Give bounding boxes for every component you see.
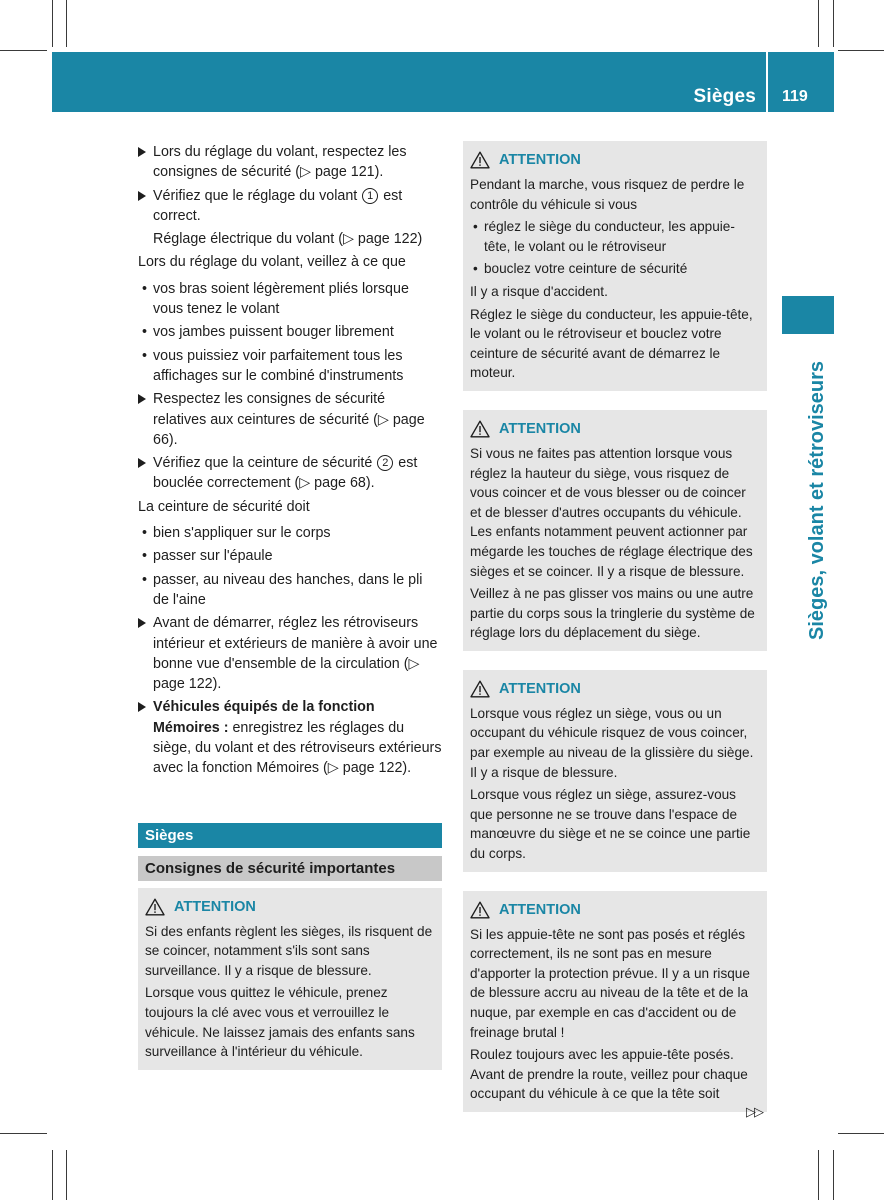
crop-mark [818, 1150, 819, 1200]
bullet-list [138, 279, 442, 386]
header-section-title: Sièges [693, 86, 756, 107]
bullet-text: vous puissiez voir parfaitement tous les affichages sur le combiné d'instruments [153, 347, 404, 384]
step-text: est correct. [153, 187, 403, 224]
warning-text: Si vous ne faites pas attention lorsque vous réglez la hauteur du siège, vous risquez de vous coincer et de vous blesser ou de coincer et de blesser d'autres occupants du véhicule. Les enfants notamment peuvent actionner par mégarde les touches de réglage électrique des sièges et se coincer. Il y a risque de blessure. [470, 445, 753, 579]
warning-header [470, 149, 760, 171]
bullet-dot-icon: • [142, 571, 148, 588]
step-arrow-icon [138, 618, 146, 628]
warning-header [470, 678, 760, 700]
crop-mark [52, 0, 53, 47]
crop-mark [66, 1150, 67, 1200]
bullet-dot-icon: • [473, 219, 478, 235]
callout-number: 2 [377, 455, 393, 471]
subsection-heading: Consignes de sécurité importantes [138, 856, 442, 881]
warning-header [470, 899, 760, 921]
section-heading: Sièges [138, 823, 442, 848]
step-text: Avant de démarrer, réglez les rétroviseurs intérieur et extérieurs de manière à avoir une bonne vue d'ensemble de la circulation (▷ page 122). [153, 615, 438, 693]
warning-box [463, 141, 767, 391]
bullet-dot-icon: • [473, 261, 478, 277]
step-list [138, 142, 442, 249]
header-divider [766, 52, 768, 112]
bullet-text: vos jambes puissent bouger librement [153, 324, 394, 341]
step-arrow-icon [138, 458, 146, 468]
chapter-tab-label: Sièges, volant et rétroviseurs [806, 360, 828, 640]
warning-box [463, 410, 767, 651]
step-item [138, 697, 442, 778]
crop-mark [0, 50, 47, 51]
warning-bullet [470, 259, 760, 279]
intro-text: Lors du réglage du volant, veillez à ce que [138, 254, 406, 271]
warning-title: ATTENTION [174, 898, 256, 915]
chapter-tab [782, 296, 834, 334]
warning-title: ATTENTION [499, 420, 581, 437]
step-text: est bouclée correctement (▷ page 68). [153, 455, 418, 492]
warning-text: Veillez à ne pas glisser vos mains ou une autre partie du corps sous la tringlerie du système de réglage lors du déplacement du siège. [470, 586, 755, 641]
warning-title: ATTENTION [499, 901, 581, 918]
crop-mark [0, 1133, 47, 1134]
crop-mark [838, 50, 884, 51]
warning-triangle-icon [470, 151, 490, 169]
step-item [138, 389, 442, 450]
step-text: Vérifiez que la ceinture de sécurité [153, 455, 377, 472]
bullet-item [138, 346, 442, 387]
warning-text: Pendant la marche, vous risquez de perdre le contrôle du véhicule si vous [470, 177, 745, 212]
warning-text: Lorsque vous réglez un siège, assurez-vous que personne ne se trouve dans l'espace de manœuvre du siège et ne se coince une partie du corps. [470, 787, 751, 862]
warning-title: ATTENTION [499, 680, 581, 697]
warning-box [138, 888, 442, 1070]
step-arrow-icon [138, 147, 146, 157]
bullet-dot-icon: • [142, 324, 148, 341]
step-list [138, 389, 442, 493]
step-arrow-icon [138, 702, 146, 712]
warning-triangle-icon [470, 420, 490, 438]
warning-triangle-icon [145, 898, 165, 916]
step-text: enregistrez les réglages du siège, du volant et des rétroviseurs extérieurs avec la fonction Mémoires (▷ page 122). [153, 719, 442, 777]
bullet-list [138, 523, 442, 610]
warning-box [463, 670, 767, 872]
bullet-text: bouclez votre ceinture de sécurité [484, 261, 688, 277]
step-text: Respectez les consignes de sécurité relatives aux ceintures de sécurité (▷ page 66). [153, 391, 425, 448]
bullet-dot-icon: • [142, 548, 148, 565]
bullet-text: réglez le siège du conducteur, les appuie-tête, le volant ou le rétroviseur [484, 219, 735, 254]
bullet-item [138, 523, 442, 543]
warning-triangle-icon [470, 680, 490, 698]
intro-text: La ceinture de sécurité doit [138, 498, 310, 515]
warning-title: ATTENTION [499, 152, 581, 168]
bullet-dot-icon: • [142, 347, 148, 364]
warning-box [463, 891, 767, 1112]
warning-header [470, 418, 760, 440]
bullet-dot-icon: • [142, 280, 148, 297]
bullet-item [138, 322, 442, 342]
bullet-text: passer, au niveau des hanches, dans le pli de l'aine [153, 571, 423, 608]
callout-number: 1 [362, 188, 378, 204]
page-number: 119 [782, 88, 808, 105]
bullet-text: passer sur l'épaule [153, 548, 273, 565]
bullet-item [138, 279, 442, 320]
step-item [138, 613, 442, 694]
left-column [138, 142, 442, 1070]
step-text: Vérifiez que le réglage du volant [153, 187, 362, 204]
step-item [138, 453, 442, 494]
warning-text: Lorsque vous quittez le véhicule, prenez toujours la clé avec vous et verrouillez le véhicule. Ne laissez jamais des enfants sans surveillance à l'intérieur du véhicule. [145, 985, 415, 1060]
crop-mark [52, 1150, 53, 1200]
warning-text: Il y a risque d'accident. [470, 283, 608, 299]
crop-mark [818, 0, 819, 47]
step-item [138, 186, 442, 250]
right-column [463, 141, 767, 1112]
bullet-item [138, 546, 442, 566]
bullet-text: vos bras soient légèrement pliés lorsque vous tenez le volant [153, 280, 409, 318]
step-arrow-icon [138, 394, 146, 404]
warning-bullet [470, 217, 760, 256]
step-list [138, 613, 442, 778]
warning-text: Si des enfants règlent les sièges, ils risquent de se coincer, notamment s'ils sont sans surveillance. Il y a risque de blessure. [145, 923, 433, 978]
step-subtext: Réglage électrique du volant (▷ page 122) [153, 231, 423, 248]
warning-text: Roulez toujours avec les appuie-tête posés. Avant de prendre la route, veillez pour chaque occupant du véhicule à ce que la tête soit [470, 1047, 748, 1102]
warning-text: Réglez le siège du conducteur, les appuie-tête, le volant ou le rétroviseur et bouclez votre ceinture de sécurité avant de démarrez le moteur. [470, 306, 753, 381]
step-arrow-icon [138, 191, 146, 201]
warning-header [145, 896, 435, 918]
step-item [138, 142, 442, 183]
crop-mark [838, 1133, 884, 1134]
crop-mark [833, 1150, 834, 1200]
step-text: Lors du réglage du volant, respectez les consignes de sécurité (▷ page 121). [153, 144, 407, 181]
crop-mark [833, 0, 834, 47]
bullet-text: bien s'appliquer sur le corps [153, 525, 331, 542]
bullet-item [138, 570, 442, 611]
warning-triangle-icon [470, 901, 490, 919]
bullet-dot-icon: • [142, 525, 148, 542]
warning-text: Lorsque vous réglez un siège, vous ou un occupant du véhicule risquez de vous coincer, par exemple au niveau de la glissière du siège. Il y a risque de blessure. [470, 705, 754, 780]
step-bold-text: Véhicules équipés de la fonction Mémoires : [153, 699, 375, 736]
crop-mark [66, 0, 67, 47]
continue-marker: ▷▷ [746, 1104, 762, 1119]
warning-text: Si les appuie-tête ne sont pas posés et réglés correctement, ils ne sont pas en mesure d'apporter la protection prévue. Il y a un risque de blessure accru au niveau de la tête et de la nuque, par exemple en cas d'accident ou de freinage brutal ! [470, 926, 750, 1040]
